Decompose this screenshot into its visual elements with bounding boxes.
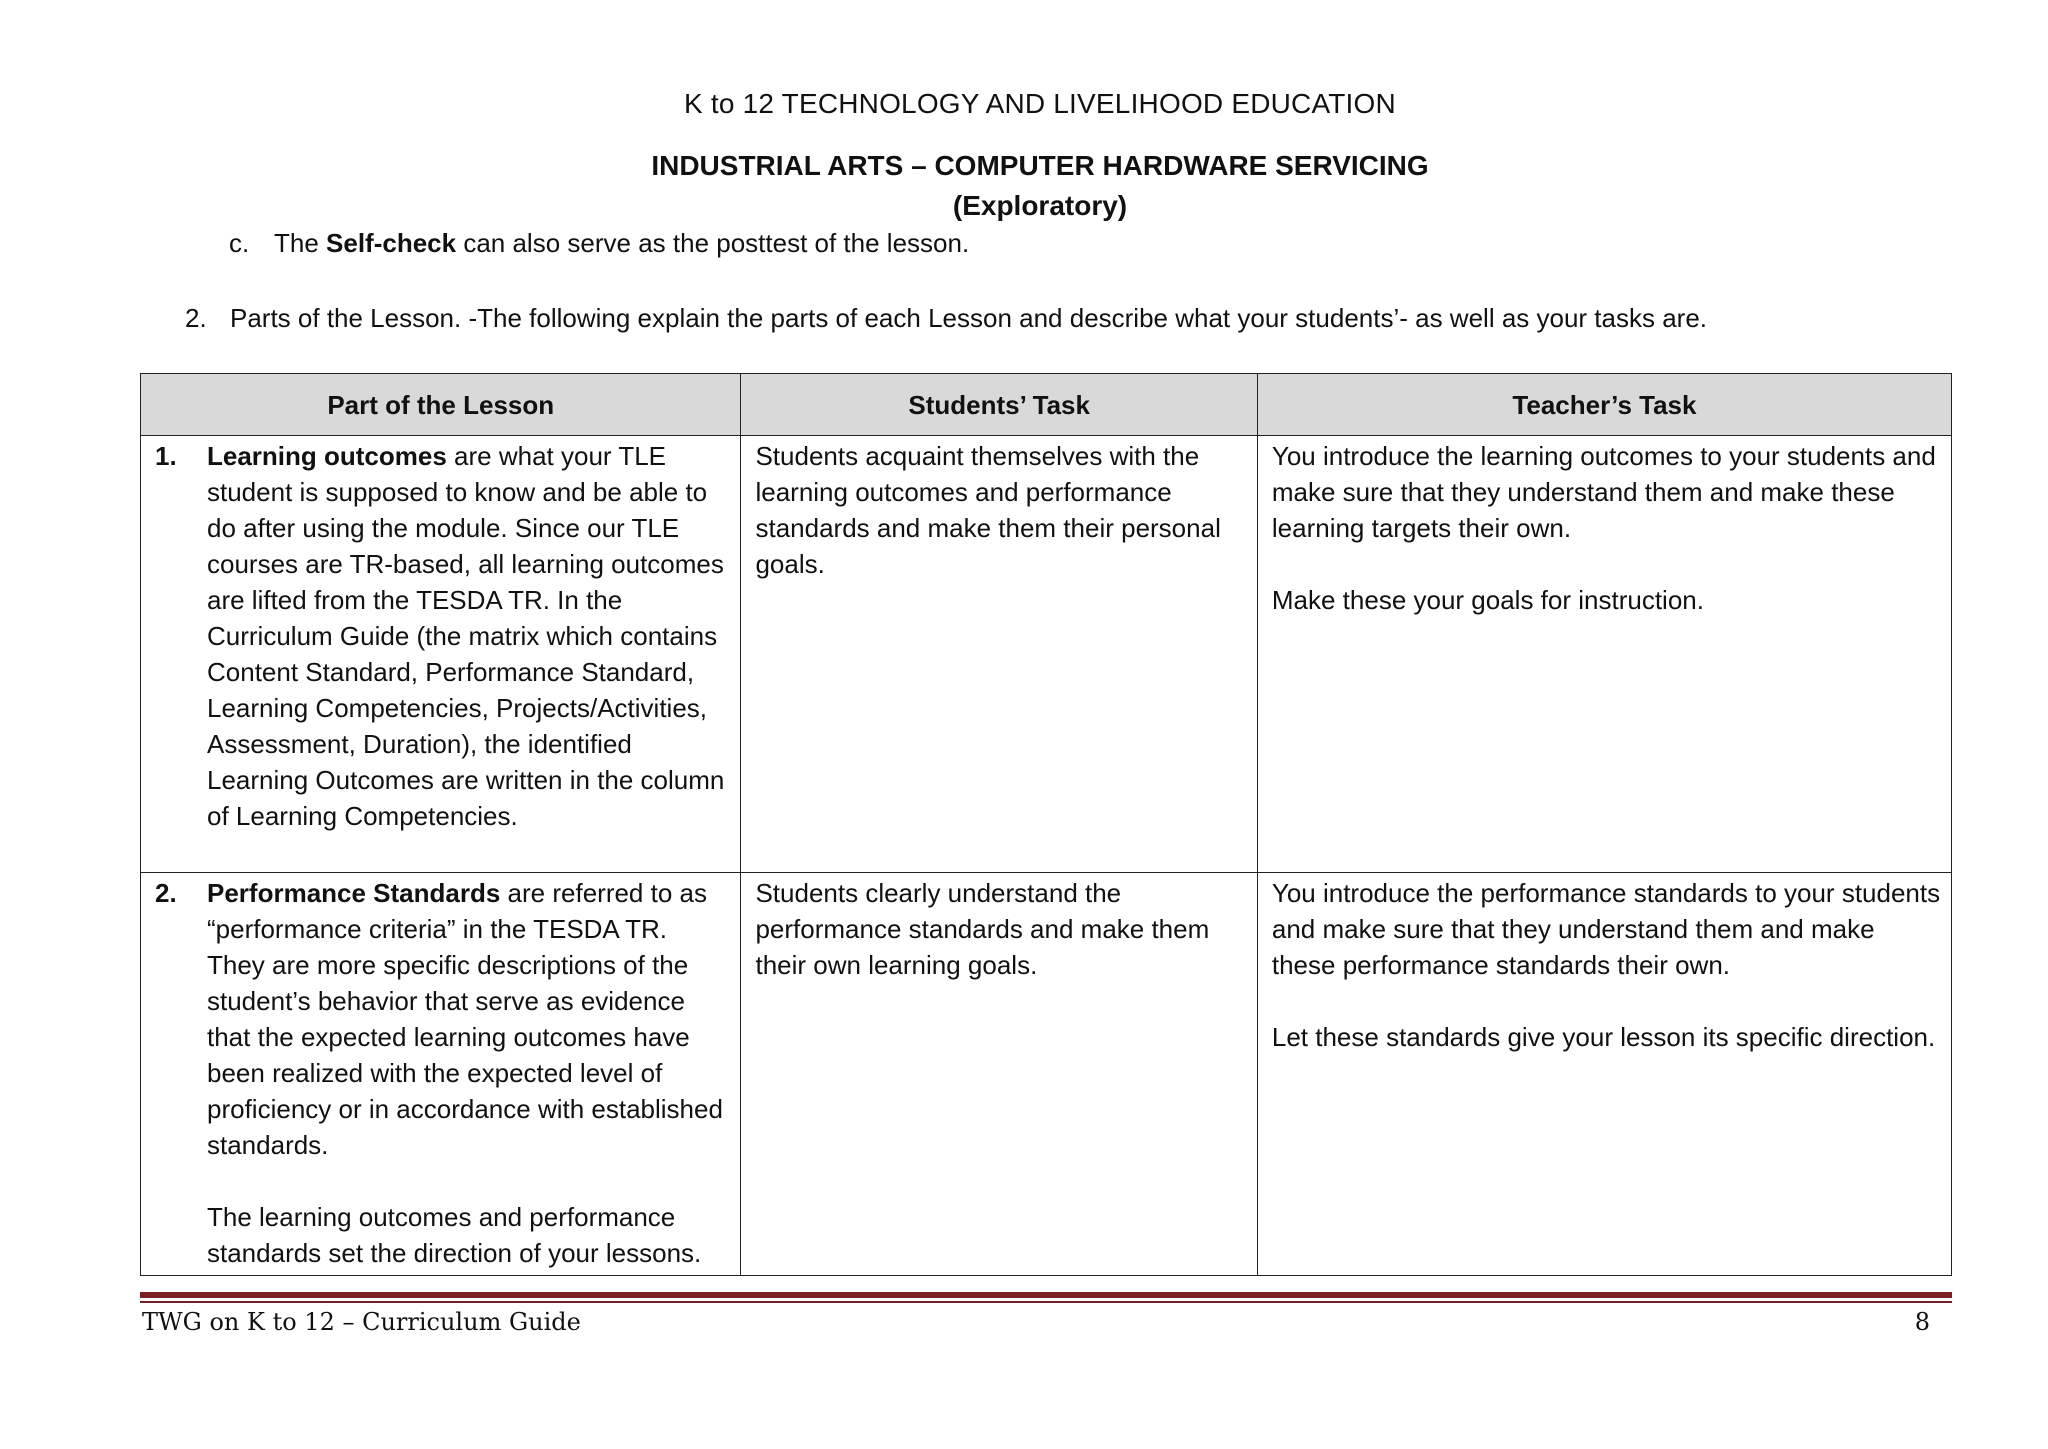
part-definition: are referred to as “performance criteria” in the TESDA TR. They are more specific descriptions of the student’s behavior that serve as evidence that the expected learning outcomes have been realized with the expected level of proficiency or in accordance with established standards. (207, 878, 723, 1160)
header-students-task: Students’ Task (741, 374, 1257, 436)
list-item-c (229, 228, 969, 259)
part-definition: are what your TLE student is supposed to know and be able to do after using the module. Since our TLE courses are TR-based, all learning outcomes are lifted from the TESDA TR. In the Curriculum Guide (the matrix which contains Content Standard, Performance Standard, Learning Competencies, Projects/Activities, Assessment, Duration), the identified Learning Outcomes are written in the column of Learning Competencies. (207, 441, 725, 831)
item-c-post: can also serve as the posttest of the lesson. (456, 228, 970, 258)
part-cell (141, 873, 741, 1276)
footer-text: TWG on K to 12 – Curriculum Guide (142, 1308, 581, 1336)
teachers-task-text: You introduce the performance standards to your students and make sure that they understand them and make these performance standards their own. (1271, 878, 1941, 980)
students-task-text: Students acquaint themselves with the learning outcomes and performance standards and make them their personal goals. (755, 441, 1221, 579)
header-part-of-lesson: Part of the Lesson (141, 374, 741, 436)
part-description (207, 875, 730, 1271)
students-task-text: Students clearly understand the performance standards and make them their own learning goals. (755, 878, 1210, 980)
teachers-task-text-2: Make these your goals for instruction. (1271, 585, 1704, 615)
lesson-parts-table (140, 373, 1952, 1276)
part-cell (141, 436, 741, 873)
list-marker: c. (229, 228, 250, 258)
part-term: Performance Standards (207, 878, 501, 908)
list-item-2 (185, 303, 1707, 334)
list-marker: 2. (185, 303, 207, 333)
teachers-task-cell (1257, 436, 1951, 873)
item-c-bold: Self-check (326, 228, 457, 258)
row-number: 1. (155, 441, 177, 471)
item-2-text: Parts of the Lesson. -The following explain the parts of each Lesson and describe what your students’- as well as your tasks are. (230, 303, 1708, 333)
page-number: 8 (1914, 1308, 1930, 1336)
footer-rule-thin (140, 1301, 1952, 1303)
part-term: Learning outcomes (207, 441, 447, 471)
table-header-row (141, 374, 1952, 436)
part-extra: The learning outcomes and performance standards set the direction of your lessons. (207, 1202, 702, 1268)
header-teachers-task: Teacher’s Task (1257, 374, 1951, 436)
row-number: 2. (155, 878, 177, 908)
teachers-task-text: You introduce the learning outcomes to your students and make sure that they understand them and make these learning targets their own. (1271, 441, 1936, 543)
table-row (141, 436, 1952, 873)
part-description (207, 438, 730, 834)
document-title: K to 12 TECHNOLOGY AND LIVELIHOOD EDUCATION (684, 88, 1396, 119)
students-task-cell (741, 873, 1257, 1276)
footer-rule (140, 1292, 1952, 1298)
item-c-pre: The (274, 228, 327, 258)
teachers-task-cell (1257, 873, 1951, 1276)
students-task-cell (741, 436, 1257, 873)
table-row (141, 873, 1952, 1276)
teachers-task-text-2: Let these standards give your lesson its specific direction. (1271, 1022, 1936, 1052)
document-subtitle-exploratory: (Exploratory) (952, 190, 1128, 221)
document-subtitle: INDUSTRIAL ARTS – COMPUTER HARDWARE SERVICING (651, 150, 1429, 181)
